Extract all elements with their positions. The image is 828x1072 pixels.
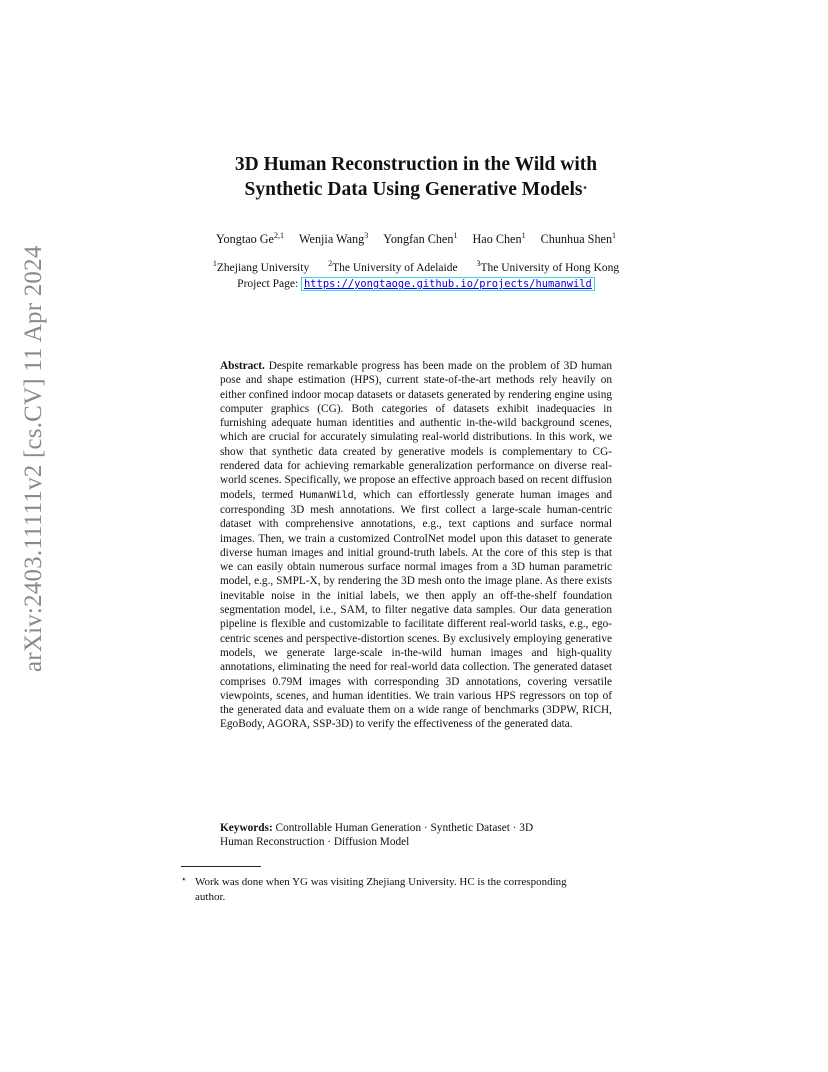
arxiv-stamp: arXiv:2403.11111v2 [cs.CV] 11 Apr 2024 [20, 245, 47, 672]
author: Wenjia Wang$^3$ [299, 231, 369, 246]
keywords-label: Keywords: [220, 822, 273, 834]
author-list [140, 232, 692, 247]
keywords-text-1: Controllable Human Generation · Synthetic Dataset · 3D [272, 822, 534, 834]
footnote-rule [181, 866, 261, 867]
abstract-label: Abstract. [220, 360, 265, 372]
title-line-2 [140, 177, 692, 202]
footnote-mark: ⋆ [181, 874, 187, 884]
abstract-text-part-2: , which can effortlessly generate human images and corresponding 3D mesh annotations. We first collect a large-scale human-centric dataset with comprehensive annotations, e.g., text captions and surface normal images. Then, we train a customized ControlNet model upon this dataset to generate diverse human images and initial ground-truth labels. At the core of this step is that we can easily obtain numerous surface normal images from a 3D human parametric model, e.g., SMPL-X, by rendering the 3D mesh onto the image plane. As there exists inevitable noise in the initial labels, we then apply an off-the-shelf foundation segmentation model, i.e., SAM, to filter negative data samples. Our data generation pipeline is flexible and customizable to facilitate different real-world tasks, e.g., ego-centric scenes and perspective-distortion scenes. By exclusively employing generative models, we generate large-scale in-the-wild human images and high-quality annotations, eliminating the need for real-world data collection. The generated dataset comprises 0.79M images with corresponding 3D annotations, covering versatile viewpoints, scenes, and human identities. We train various HPS regressors on top of the generated data and evaluate them on a wide range of benchmarks (3DPW, RICH, EgoBody, AGORA, SSP-3D) to verify the effectiveness of the generated data. [220, 488, 612, 731]
paper-title [140, 152, 692, 202]
affiliation: $^2$The University of Adelaide [328, 259, 458, 274]
footnote [181, 872, 653, 904]
title-line-2-text: Synthetic Data Using Generative Models [244, 179, 583, 200]
author: Yongtao Ge$^{2,1}$ [215, 231, 284, 246]
author: Chunhua Shen$^1$ [540, 231, 617, 246]
project-page [140, 278, 692, 290]
keywords [220, 821, 612, 850]
keywords-line-1 [220, 821, 612, 835]
abstract-text-part-1: Despite remarkable progress has been made on the problem of 3D human pose and shape estimation (HPS), current state-of-the-art methods rely heavily on either confined indoor mocap datasets or datasets generated by rendering engine using computer graphics (CG). Both categories of datasets exhibit inadequacies in furnishing adequate human identities and authentic in-the-wild background scenes, which are crucial for accurately simulating real-world distributions. In this work, we show that synthetic data created by generative models is complementary to CG-rendered data for achieving remarkable generalization performance on diverse real-world scenes. Specifically, we propose an effective approach based on recent diffusion models, termed [220, 360, 612, 501]
project-page-link[interactable]: https://yongtaoge.github.io/projects/humanwild [301, 277, 595, 291]
footnote-line-2: author. [195, 890, 226, 903]
author: Yongfan Chen$^1$ [383, 231, 458, 246]
project-page-label: Project Page: [237, 278, 302, 290]
method-name-code: HumanWild [299, 489, 354, 501]
title-footnote-star: ⋆ [582, 183, 588, 192]
keywords-text-2: Human Reconstruction · Diffusion Model [220, 836, 410, 849]
title-line-1: 3D Human Reconstruction in the Wild with [234, 154, 598, 175]
affiliation: $^3$The University of Hong Kong [476, 259, 620, 274]
author: Hao Chen$^1$ [472, 231, 526, 246]
affiliation-list [140, 259, 692, 274]
affiliation: $^1$Zhejiang University [212, 259, 310, 274]
abstract [220, 359, 612, 732]
footnote-line-1: Work was done when YG was visiting Zhejiang University. HC is the corresponding [195, 876, 567, 888]
